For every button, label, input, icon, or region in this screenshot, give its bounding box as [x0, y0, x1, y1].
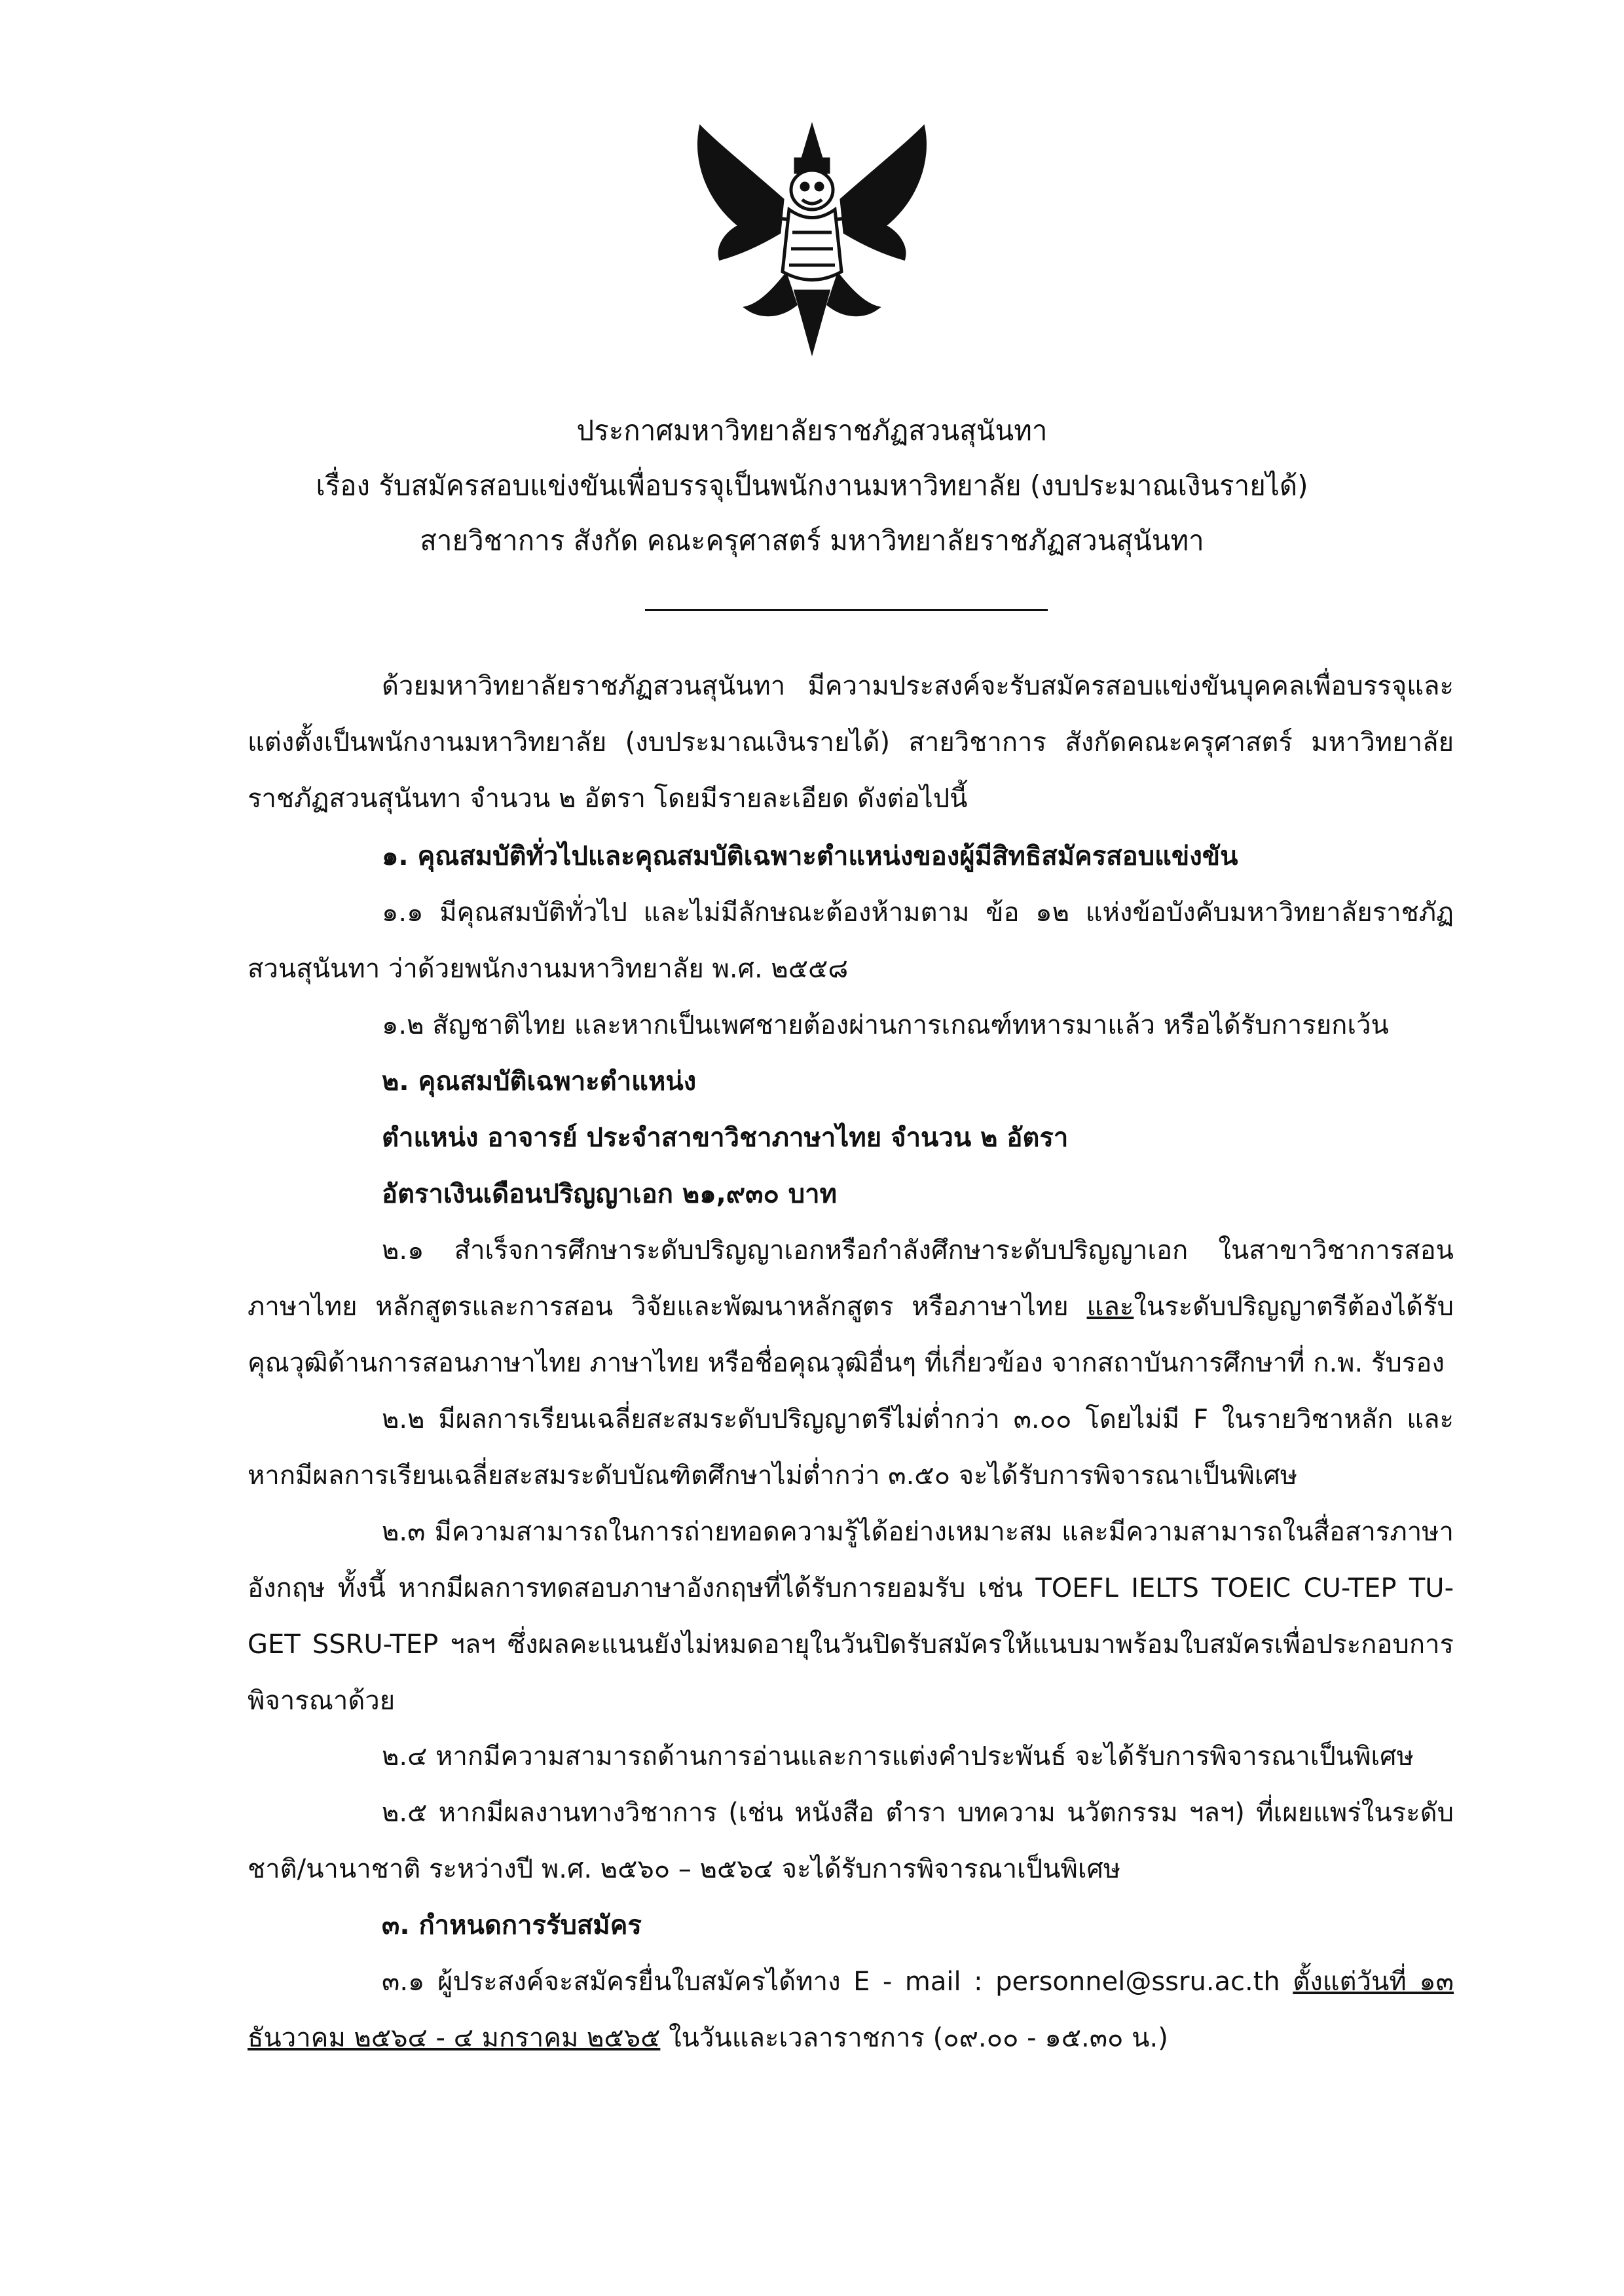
position-line: ตำแหน่ง อาจารย์ ประจำสาขาวิชาภาษาไทย จำนวน ๒ อัตรา: [382, 1123, 1069, 1153]
announcement-subject: เรื่อง รับสมัครสอบแข่งขันเพื่อบรรจุเป็นพนักงานมหาวิทยาลัย (งบประมาณเงินรายได้): [316, 469, 1308, 501]
announcement-subject-line2: สายวิชาการ สังกัด คณะครุศาสตร์ มหาวิทยาลัยราชภัฏสวนสุนันทา: [420, 524, 1204, 556]
section2-item2-text: ๒.๒ มีผลการเรียนเฉลี่ยสะสมระดับปริญญาตรีไม่ต่ำกว่า ๓.๐๐ โดยไม่มี F ในรายวิชาหลัก และหากมีผลการเรียนเฉลี่ยสะสมระดับบัณฑิตศึกษาไม่ต่ำกว่า ๓.๕๐ จะได้รับการพิจารณาเป็นพิเศษ: [248, 1404, 1454, 1491]
section2-heading: ๒. คุณสมบัติเฉพาะตำแหน่ง: [382, 1066, 697, 1097]
section2-item3-text: ๒.๓ มีความสามารถในการถ่ายทอดความรู้ได้อย่างเหมาะสม และมีความสามารถในสื่อสารภาษาอังกฤษ ทั้งนี้ หากมีผลการทดสอบภาษาอังกฤษที่ได้รับการยอมรับ เช่น TOEFL IELTS TOEIC CU-TEP TU-GET SSRU-TEP ฯลฯ ซึ่งผลคะแนนยังไม่หมดอายุในวันปิดรับสมัครให้แนบมาพร้อมใบสมัครเพื่อประกอบการพิจารณาด้วย: [248, 1517, 1454, 1716]
section2-item1-underlined: และ: [1086, 1292, 1134, 1322]
intro-text: ด้วยมหาวิทยาลัยราชภัฏสวนสุนันทา มีความประสงค์จะรับสมัครสอบแข่งขันบุคคลเพื่อบรรจุและแต่งตั้งเป็นพนักงานมหาวิทยาลัย (งบประมาณเงินรายได้) สายวิชาการ สังกัดคณะครุศาสตร์ มหาวิทยาลัยราชภัฏสวนสุนันทา จำนวน ๒ อัตรา โดยมีรายละเอียด ดังต่อไปนี้: [248, 671, 1454, 814]
section2-item5-text: ๒.๕ หากมีผลงานทางวิชาการ (เช่น หนังสือ ตำรา บทความ นวัตกรรม ฯลฯ) ที่เผยแพร่ในระดับชาติ/นานาชาติ ระหว่างปี พ.ศ. ๒๕๖๐ – ๒๕๖๔ จะได้รับการพิจารณาเป็นพิเศษ: [248, 1798, 1454, 1884]
garuda-emblem-icon: [681, 121, 943, 357]
section3-heading: ๓. กำหนดการรับสมัคร: [382, 1910, 642, 1941]
section1-heading: ๑. คุณสมบัติทั่วไปและคุณสมบัติเฉพาะตำแหน่งของผู้มีสิทธิสมัครสอบแข่งขัน: [382, 841, 1238, 871]
section3-item1-text-b: ในวันและเวลาราชการ (๐๙.๐๐ - ๑๕.๓๐ น.): [660, 2023, 1168, 2053]
section1-item1-text: ๑.๑ มีคุณสมบัติทั่วไป และไม่มีลักษณะต้องห้ามตาม ข้อ ๑๒ แห่งข้อบังคับมหาวิทยาลัยราชภัฏสวนสุนันทา ว่าด้วยพนักงานมหาวิทยาลัย พ.ศ. ๒๕๕๘: [248, 898, 1454, 984]
salary-line: อัตราเงินเดือนปริญญาเอก ๒๑,๙๓๐ บาท: [382, 1179, 837, 1209]
announcement-title: ประกาศมหาวิทยาลัยราชภัฏสวนสุนันทา: [576, 414, 1048, 446]
section2-item1-text-b: ในระดับปริญญาตรีต้องได้รับคุณวุฒิด้านการสอนภาษาไทย ภาษาไทย หรือชื่อคุณวุฒิอื่นๆ ที่เกี่ยวข้อง จากสถาบันการศึกษาที่ ก.พ. รับรอง: [248, 1292, 1454, 1378]
section1-item2: ๑.๒ สัญชาติไทย และหากเป็นเพศชายต้องผ่านการเกณฑ์ทหารมาแล้ว หรือได้รับการยกเว้น: [382, 1010, 1389, 1040]
section3-item1: [248, 1954, 1454, 2066]
intro-paragraph: [248, 658, 1454, 827]
application-period: ตั้งแต่วันที่ ๑๓ ธันวาคม ๒๕๖๔ - ๔ มกราคม ๒๕๖๕: [248, 1967, 1454, 2053]
section2-item1: [248, 1222, 1454, 1391]
section2-item2: [248, 1391, 1454, 1504]
section2-item5: [248, 1785, 1454, 1897]
section3-item1-text-a: ๓.๑ ผู้ประสงค์จะสมัครยื่นใบสมัครได้ทาง E - mail : personnel@ssru.ac.th: [382, 1967, 1293, 1997]
section1-item1: [248, 884, 1454, 997]
title-divider: [645, 609, 1048, 611]
section2-item1-text-a: ๒.๑ สำเร็จการศึกษาระดับปริญญาเอกหรือกำลังศึกษาระดับปริญญาเอก ในสาขาวิชาการสอนภาษาไทย หลักสูตรและการสอน วิจัยและพัฒนาหลักสูตร หรือภาษาไทย: [248, 1235, 1454, 1322]
section2-item4: ๒.๔ หากมีความสามารถด้านการอ่านและการแต่งคำประพันธ์ จะได้รับการพิจารณาเป็นพิเศษ: [382, 1741, 1414, 1772]
section2-item3: [248, 1504, 1454, 1729]
